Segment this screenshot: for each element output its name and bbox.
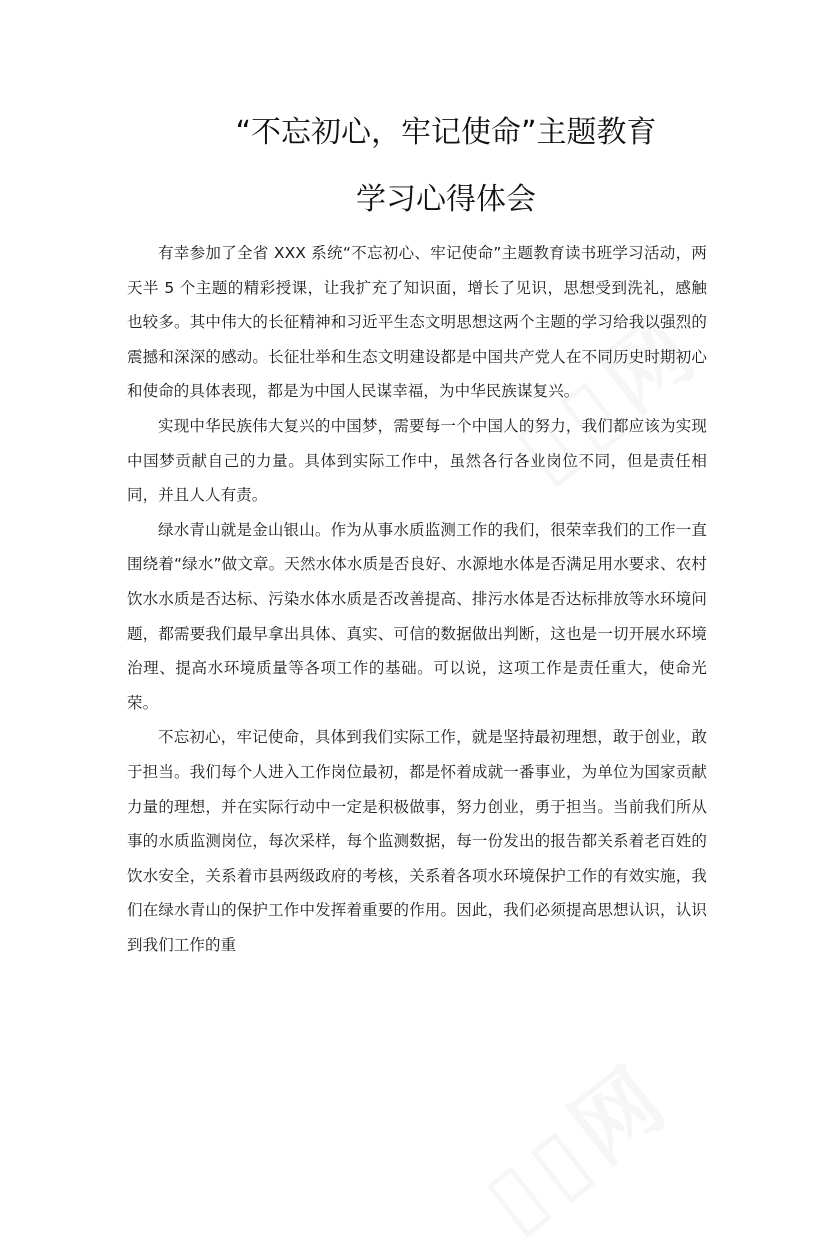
body-paragraph: 不忘初心，牢记使命，具体到我们实际工作，就是坚持最初理想，敢于创业，敢于担当。我们每个人进入工作岗位最初，都是怀着成就一番事业，为单位为国家贡献力量的理想，并在实际行动中一定是积极做事，努力创业，勇于担当。当前我们所从事的水质监测岗位，每次采样，每个监测数据，每一份发出的报告都关系着老百姓的饮水安全，关系着市县两级政府的考核，关系着各项水环境保护工作的有效实施，我们在绿水青山的保护工作中发挥着重要的作用。因此，我们必须提高思想认识，认识到我们工作的重	[127, 728, 707, 954]
body-paragraph: 绿水青山就是金山银山。作为从事水质监测工作的我们，很荣幸我们的工作一直围绕着“绿水”做文章。天然水体水质是否良好、水源地水体是否满足用水要求、农村饮水水质是否达标、污染水体水质是否改善提高、排污水体是否达标排放等水环境问题，都需要我们最早拿出具体、真实、可信的数据做出判断，这也是一切开展水环境治理、提高水环境质量等各项工作的基础。可以说，这项工作是责任重大，使命光荣。	[127, 520, 707, 712]
document-body	[127, 236, 707, 962]
document-title-line-1: “不忘初心，牢记使命”主题教育	[235, 115, 657, 150]
document-title-line-2: 学习心得体会	[356, 182, 536, 217]
body-paragraph: 有幸参加了全省 XXX 系统“不忘初心、牢记使命”主题教育读书班学习活动，两天半 5 个主题的精彩授课，让我扩充了知识面，增长了见识，思想受到洗礼，感触也较多。其中伟大的长征精神和习近平生态文明思想这两个主题的学习给我以强烈的震撼和深深的感动。长征壮举和生态文明建设都是中国共产党人在不同历史时期初心和使命的具体表现，都是为中国人民谋幸福，为中华民族谋复兴。	[127, 244, 707, 401]
body-paragraph: 实现中华民族伟大复兴的中国梦，需要每一个中国人的努力，我们都应该为实现中国梦贡献自己的力量。具体到实际工作中，虽然各行各业岗位不同，但是责任相同，并且人人有责。	[127, 416, 707, 505]
watermark-graphic	[454, 1030, 692, 1254]
